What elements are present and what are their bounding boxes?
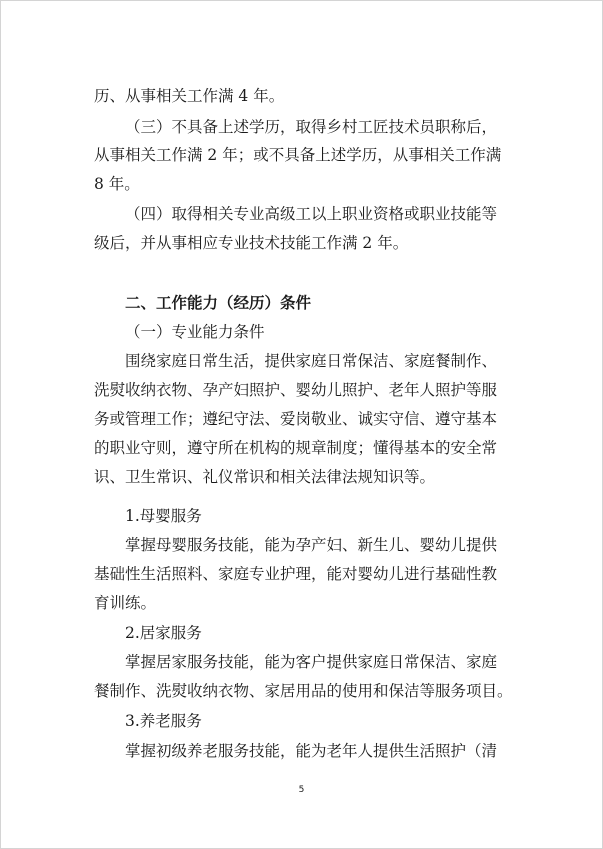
text-line: 从事相关工作满 2 年；或不具备上述学历，从事相关工作满 [94, 146, 502, 164]
paragraph-line: 洗熨收纳衣物、孕产妇照护、婴幼儿照护、老年人照护等服 [94, 381, 498, 399]
text-line: 级后，并从事相应专业技术技能工作满 2 年。 [94, 234, 409, 252]
paragraph-line: 围绕家庭日常生活，提供家庭日常保洁、家庭餐制作、 [125, 352, 498, 370]
paragraph-line: 识、卫生常识、礼仪常识和相关法律法规知识等。 [94, 468, 436, 486]
text-line: 历、从事相关工作满 4 年。 [94, 87, 285, 105]
paragraph-line: 掌握居家服务技能，能为客户提供家庭日常保洁、家庭 [125, 653, 498, 671]
paragraph-line: 餐制作、洗熨收纳衣物、家居用品的使用和保洁等服务项目。 [94, 682, 513, 700]
paragraph-line: 掌握母婴服务技能，能为孕产妇、新生儿、婴幼儿提供 [125, 536, 498, 554]
paragraph-line: 的职业守则，遵守所在机构的规章制度；懂得基本的安全常 [94, 439, 498, 457]
paragraph-line: 育训练。 [94, 594, 157, 612]
paragraph-line: 掌握初级养老服务技能，能为老年人提供生活照护（清 [125, 742, 498, 760]
subsection-heading: （一）专业能力条件 [125, 323, 265, 341]
item-heading-elderly: 3.养老服务 [125, 712, 202, 730]
list-item-3: （三）不具备上述学历，取得乡村工匠技术员职称后， [125, 118, 498, 136]
section-heading: 二、工作能力（经历）条件 [125, 293, 312, 312]
paragraph-line: 基础性生活照料、家庭专业护理，能对婴幼儿进行基础性教 [94, 565, 498, 583]
list-item-4: （四）取得相关专业高级工以上职业资格或职业技能等 [125, 205, 498, 223]
paragraph-line: 务或管理工作；遵纪守法、爱岗敬业、诚实守信、遵守基本 [94, 410, 498, 428]
page-number: 5 [298, 785, 305, 795]
item-heading-maternal: 1.母婴服务 [125, 507, 202, 525]
item-heading-home: 2.居家服务 [125, 624, 202, 642]
text-line: 8 年。 [94, 175, 140, 193]
